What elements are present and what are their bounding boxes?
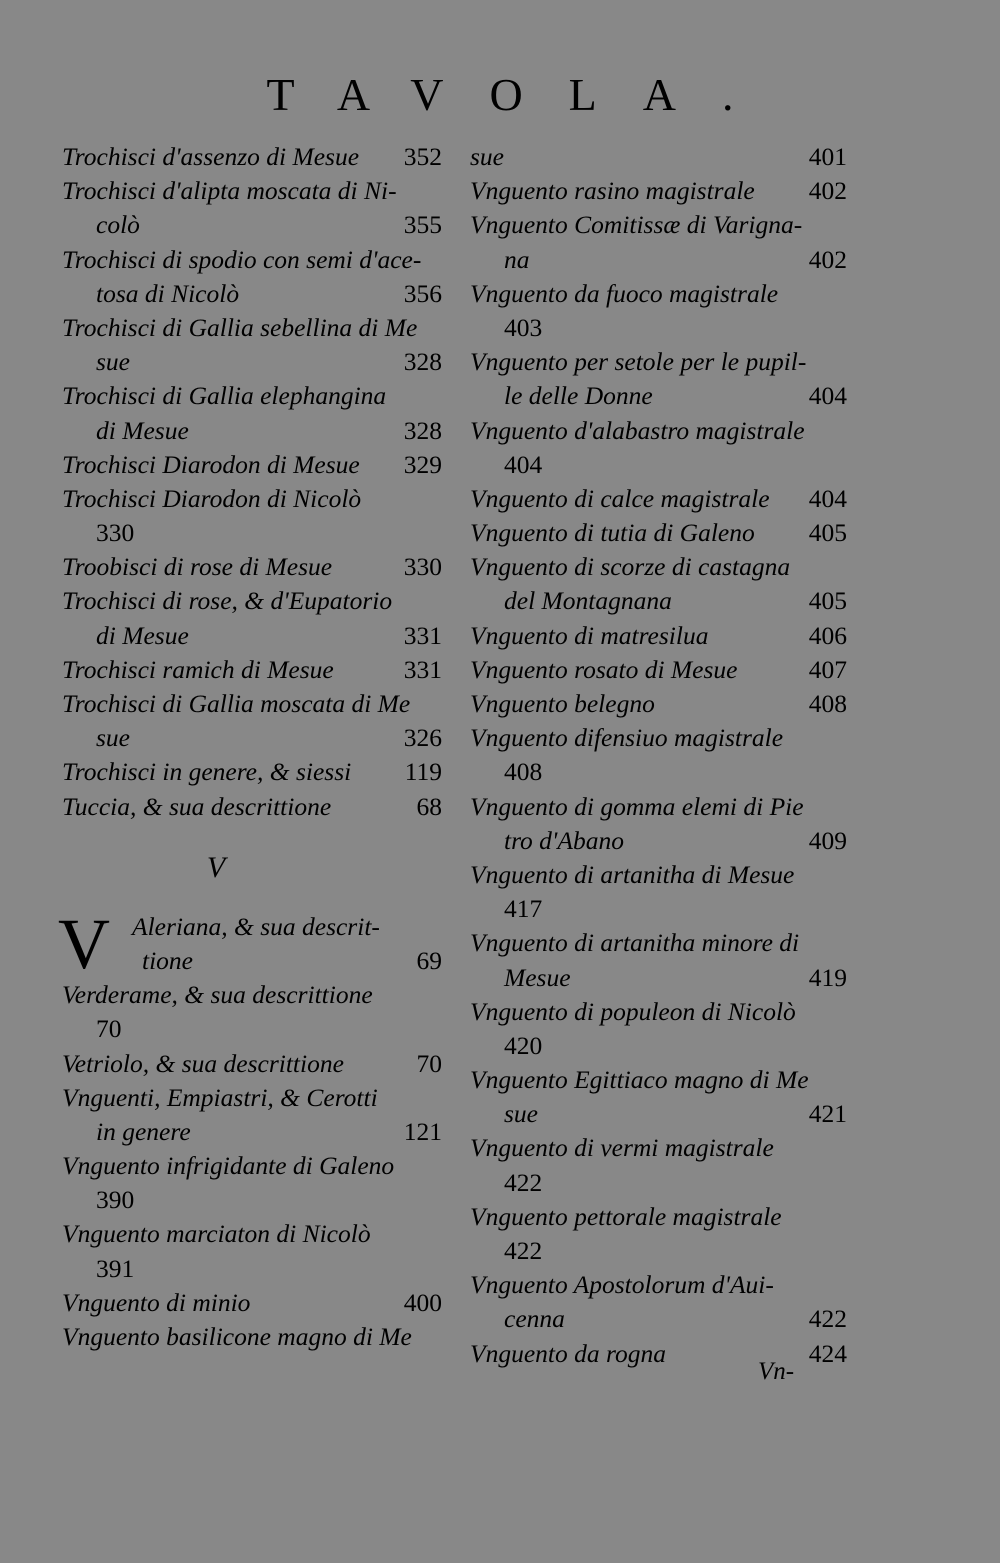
index-entry: [470, 721, 855, 789]
page-title: TAVOLA.: [266, 69, 780, 120]
page-number: 422: [504, 1236, 543, 1265]
page-number: 417: [504, 894, 543, 924]
entry-text: Trochisci in genere, & siessi: [62, 757, 352, 787]
entry-line: [62, 1252, 450, 1286]
entry-line: [470, 858, 855, 892]
entry-text: Vnguento di populeon di Nicolò: [470, 996, 796, 1026]
entry-line: [470, 1234, 855, 1268]
page-number: 326: [403, 723, 442, 753]
entry-text: Trochisci di Gallia elephangina: [62, 381, 387, 411]
entry-text: Verderame, & sua descrittione: [62, 980, 373, 1010]
entry-text: Vnguento di artanitha di Mesue: [470, 859, 795, 889]
page-number: 419: [808, 962, 847, 992]
entry-line: [470, 1337, 855, 1371]
page-number: 402: [808, 244, 847, 274]
entry-line: [470, 995, 855, 1029]
page-number: 331: [403, 620, 442, 650]
page-number: 400: [403, 1287, 442, 1317]
right-column: [470, 140, 855, 1371]
index-entry: [62, 978, 450, 1046]
page-number: 69: [416, 945, 442, 975]
entry-line: [470, 1268, 855, 1302]
page-number: 421: [808, 1099, 847, 1129]
index-entry: [470, 345, 855, 413]
entry-text: Vnguento infrigidante di Galeno: [62, 1151, 395, 1181]
entry-text: Vnguenti, Empiastri, & Cerotti: [62, 1082, 378, 1112]
index-entry: [62, 448, 450, 482]
entry-line: [62, 140, 450, 174]
entry-line: [62, 978, 450, 1012]
entry-line: [62, 1047, 450, 1081]
entry-text: Vnguento di calce magistrale: [470, 483, 770, 513]
entry-line: [470, 755, 855, 789]
entry-line: [470, 243, 855, 277]
entry-line: [470, 1029, 855, 1063]
index-entry: [62, 174, 450, 242]
right-entries: [470, 140, 855, 1371]
index-entry: [62, 1081, 450, 1149]
entry-line: [470, 550, 855, 584]
index-entry: [470, 1268, 855, 1336]
entry-text: sue: [96, 723, 130, 753]
entry-text: Vnguento marciaton di Nicolò: [62, 1219, 371, 1249]
entry-line: [470, 653, 855, 687]
page-number: 328: [403, 415, 442, 445]
entry-line: [62, 516, 450, 550]
entry-text: sue: [504, 1099, 538, 1129]
entry-line: [62, 379, 450, 413]
page-number: 404: [808, 483, 847, 513]
entry-text: Vnguento per setole per le pupil-: [470, 347, 807, 377]
index-entry: [470, 1337, 855, 1371]
entry-line: [470, 790, 855, 824]
index-entry: [62, 140, 450, 174]
index-entry: [62, 550, 450, 584]
page-number: 328: [403, 347, 442, 377]
entry-line: [62, 174, 450, 208]
entry-text: del Montagnana: [504, 586, 672, 616]
entry-line: [470, 824, 855, 858]
page-number: 404: [808, 381, 847, 411]
page-number: 408: [808, 689, 847, 718]
index-entry: [470, 995, 855, 1063]
left-entries-a: [62, 140, 450, 824]
page-number: 408: [504, 757, 543, 787]
page-number: 409: [808, 825, 847, 855]
entry-line: [470, 311, 855, 345]
entry-text: Troobisci di rose di Mesue: [62, 552, 333, 582]
index-entry: [470, 482, 855, 516]
entry-text: Vnguento belegno: [470, 689, 655, 718]
entry-text: Vnguento di tutia di Galeno: [470, 518, 755, 548]
entry-line: [62, 584, 450, 618]
entry-line: [470, 721, 855, 755]
section-heading: V: [206, 850, 226, 884]
entry-line: [62, 1320, 450, 1354]
entry-line: [62, 1115, 450, 1149]
entry-text: Trochisci di Gallia sebellina di Me: [62, 312, 418, 342]
page-number: 422: [504, 1167, 543, 1197]
index-entry: [470, 277, 855, 345]
entry-text: tosa di Nicolò: [96, 278, 240, 308]
dropcap-entry: [58, 903, 450, 984]
page-number: 405: [808, 586, 847, 616]
entry-line: [62, 944, 450, 978]
index-entry: [62, 910, 450, 978]
page-number: 406: [808, 620, 847, 650]
index-entry: [62, 1286, 450, 1320]
entry-text: sue: [96, 347, 130, 377]
entry-text: Vnguento di vermi magistrale: [470, 1133, 774, 1163]
page-number: 401: [808, 142, 847, 171]
page-number: 424: [808, 1338, 847, 1368]
entry-text: Trochisci d'assenzo di Mesue: [62, 142, 360, 171]
entry-line: [62, 1081, 450, 1115]
entry-line: [470, 961, 855, 995]
entry-text: Mesue: [504, 962, 571, 992]
entry-line: [470, 174, 855, 208]
entry-text: na: [504, 244, 530, 274]
entry-line: [470, 1166, 855, 1200]
entry-line: [470, 140, 855, 174]
page-number: 68: [416, 791, 442, 821]
entry-line: [470, 208, 855, 242]
left-column: [58, 140, 450, 1354]
entry-text: Vnguento da rogna: [470, 1338, 666, 1368]
index-entry: [470, 550, 855, 618]
entry-line: [62, 653, 450, 687]
page-number: 121: [403, 1116, 442, 1146]
entry-text: sue: [470, 142, 504, 171]
entry-line: [62, 311, 450, 345]
entry-text: Trochisci di rose, & d'Eupatorio: [62, 586, 393, 616]
entry-text: Vnguento da fuoco magistrale: [470, 278, 779, 308]
entry-line: [470, 687, 855, 721]
entry-text: Vnguento d'alabastro magistrale: [470, 415, 805, 445]
entry-line: [62, 1286, 450, 1320]
entry-line: [62, 1149, 450, 1183]
entry-text: Trochisci ramich di Mesue: [62, 654, 334, 684]
index-entry: [62, 482, 450, 550]
index-entry: [470, 208, 855, 276]
entry-line: [62, 687, 450, 721]
entry-text: Vnguento Apostolorum d'Aui-: [470, 1270, 774, 1300]
index-entry: [470, 687, 855, 721]
index-entry: [470, 140, 855, 174]
page-number: 420: [504, 1030, 543, 1060]
index-entry: [470, 1131, 855, 1199]
entry-text: di Mesue: [96, 415, 189, 445]
entry-line: [470, 892, 855, 926]
page-number: 70: [96, 1014, 122, 1044]
entry-text: Vnguento di minio: [62, 1287, 251, 1317]
entry-text: Vnguento difensiuo magistrale: [470, 723, 784, 753]
index-entry: [470, 1200, 855, 1268]
page-number: 331: [403, 654, 442, 684]
page-number: 391: [96, 1253, 135, 1283]
entry-text: Vnguento Egittiaco magno di Me: [470, 1065, 809, 1095]
entry-text: Vnguento di gomma elemi di Pie: [470, 791, 804, 821]
entry-text: cenna: [504, 1304, 565, 1334]
entry-text: le delle Donne: [504, 381, 653, 411]
index-entry: [62, 1149, 450, 1217]
entry-line: [62, 243, 450, 277]
entry-text: Vnguento basilicone magno di Me: [62, 1322, 412, 1351]
index-entry: [62, 1217, 450, 1285]
entry-line: [470, 584, 855, 618]
index-entry: [62, 243, 450, 311]
index-entry: [62, 311, 450, 379]
entry-line: [470, 345, 855, 379]
entry-text: Vnguento rosato di Mesue: [470, 654, 738, 684]
entry-line: [470, 1200, 855, 1234]
index-entry: [62, 1320, 450, 1354]
left-entries-c: [62, 978, 450, 1354]
entry-text: Vetriolo, & sua descrittione: [62, 1048, 344, 1078]
entry-line: [470, 1063, 855, 1097]
index-entry: [62, 755, 450, 789]
entry-line: [62, 1183, 450, 1217]
index-entry: [62, 687, 450, 755]
entry-text: Vnguento di scorze di castagna: [470, 552, 791, 582]
page-number: 407: [808, 654, 847, 684]
entry-line: [470, 926, 855, 960]
entry-line: [62, 345, 450, 379]
entry-line: [470, 379, 855, 413]
entry-line: [470, 619, 855, 653]
entry-line: [62, 208, 450, 242]
entry-text: colò: [96, 210, 140, 240]
index-entry: [470, 1063, 855, 1131]
entry-text: Trochisci Diarodon di Nicolò: [62, 483, 362, 513]
page-number: 330: [96, 518, 135, 548]
index-entry: [62, 790, 450, 824]
entry-text: Trochisci di Gallia moscata di Me: [62, 689, 411, 718]
index-entry: [470, 516, 855, 550]
entry-line: [62, 414, 450, 448]
page-number: 355: [403, 210, 442, 240]
index-entry: [470, 619, 855, 653]
page-number: 404: [504, 449, 543, 479]
entry-line: [62, 448, 450, 482]
index-entry: [62, 1047, 450, 1081]
page-number: 390: [96, 1185, 135, 1215]
entry-line: [62, 1217, 450, 1251]
entry-line: [62, 550, 450, 584]
entry-line: [470, 516, 855, 550]
index-entry: [62, 653, 450, 687]
page-number: 330: [403, 552, 442, 582]
entry-text: Trochisci di spodio con semi d'ace-: [62, 244, 422, 274]
page-number: 356: [403, 278, 442, 308]
entry-text: Vnguento di artanitha minore di: [470, 928, 800, 958]
entry-line: [470, 1097, 855, 1131]
entry-line: [470, 482, 855, 516]
entry-text: Trochisci d'alipta moscata di Ni-: [62, 176, 397, 206]
index-entry: [470, 790, 855, 858]
entry-text: Tuccia, & sua descrittione: [62, 791, 332, 821]
index-entry: [470, 414, 855, 482]
entry-line: [470, 414, 855, 448]
catchword: Vn-: [758, 1358, 795, 1385]
page-number: 352: [403, 142, 442, 171]
entry-line: [470, 277, 855, 311]
entry-text: tro d'Abano: [504, 825, 624, 855]
entry-text: in genere: [96, 1116, 191, 1146]
entry-text: Trochisci Diarodon di Mesue: [62, 449, 360, 479]
entry-line: [470, 448, 855, 482]
page-number: 403: [504, 312, 543, 342]
index-entry: [470, 858, 855, 926]
entry-text: di Mesue: [96, 620, 189, 650]
entry-line: [62, 1012, 450, 1046]
entry-line: [62, 619, 450, 653]
entry-line: [62, 277, 450, 311]
drop-capital: V: [58, 903, 110, 984]
entry-line: [470, 1131, 855, 1165]
page-number: 402: [808, 176, 847, 206]
entry-line: [470, 1302, 855, 1336]
index-entry: [470, 926, 855, 994]
page-number: 405: [808, 518, 847, 548]
page-number: 422: [808, 1304, 847, 1334]
index-entry: [62, 584, 450, 652]
entry-text: Vnguento di matresilua: [470, 620, 709, 650]
entry-line: [62, 910, 450, 944]
page-number: 329: [403, 449, 442, 479]
page-number: 119: [404, 757, 442, 787]
entry-text: Vnguento Comitissæ di Varigna-: [470, 210, 803, 240]
entry-line: [62, 721, 450, 755]
entry-text: tione: [142, 945, 193, 975]
left-entries-b: [62, 910, 450, 978]
page-number: 70: [416, 1048, 442, 1078]
entry-line: [62, 482, 450, 516]
entry-text: Aleriana, & sua descrit-: [132, 911, 380, 941]
index-entry: [470, 174, 855, 208]
entry-line: [62, 790, 450, 824]
index-entry: [62, 379, 450, 447]
entry-text: Vnguento rasino magistrale: [470, 176, 755, 206]
index-entry: [470, 653, 855, 687]
entry-line: [62, 755, 450, 789]
entry-text: Vnguento pettorale magistrale: [470, 1201, 782, 1231]
